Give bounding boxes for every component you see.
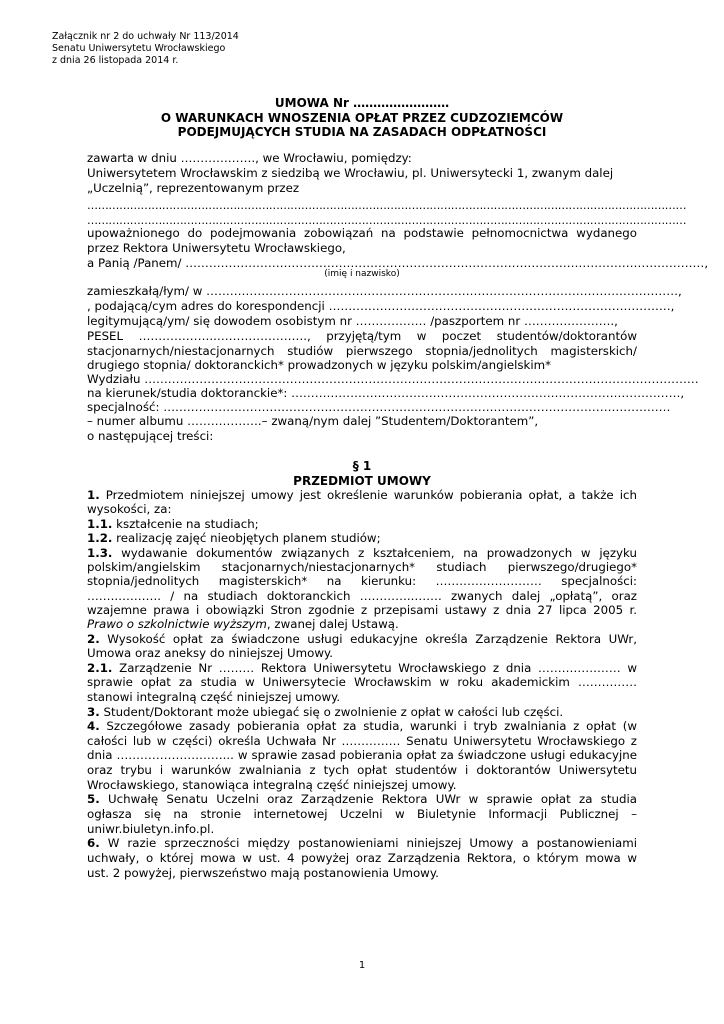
name-caption: (imię i nazwisko): [324, 269, 400, 279]
clause-line: wzajemne prawa i obowiązki Stron zgodnie z przepisami ustawy z dnia 27 lipca 2005 r.: [87, 603, 637, 617]
clause-line: uchwały, o której mowa w ust. 4 powyżej oraz Zarządzenia Rektora, o którym mowa w: [87, 851, 637, 865]
header-line: Senatu Uniwersytetu Wrocławskiego: [52, 43, 226, 54]
clause-number: 6.: [87, 836, 100, 850]
document-header: [52, 31, 239, 67]
intro-line: PESEL ………………..………………….., przyjętą/tym w poczet studentów/doktorantów: [87, 329, 637, 343]
intro-line: Wydziału ……………………………………………………………………………………………………………………………: [87, 372, 699, 386]
intro-line: Uniwersytetem Wrocławskim z siedzibą we Wrocławiu, pl. Uniwersytecki 1, zwanym dalej: [87, 166, 614, 180]
intro-line: przez Rektora Uniwersytetu Wrocławskiego,: [87, 241, 346, 255]
intro-line: legitymującą/ym/ się dowodem osobistym nr ……………… /paszportem nr …………………..,: [87, 314, 618, 328]
clause-line: 1.2. realizację zajęć nieobjętych planem studiów;: [87, 531, 381, 545]
clause-line: 6. W razie sprzeczności między postanowieniami niniejszej Umowy a postanowieniami: [87, 836, 637, 850]
clause-line: stopnia/jednolitych magisterskich* na kierunku: ……………………… specjalności:: [87, 574, 637, 588]
intro-line: specjalność: …………………………………………………………………………………………………………………: [87, 400, 671, 414]
header-line: Załącznik nr 2 do uchwały Nr 113/2014: [52, 31, 239, 42]
section-number: § 1: [352, 459, 372, 473]
clause-line: 2. Wysokość opłat za świadczone usługi edukacyjne określa Zarządzenie Rektora UWr,: [87, 632, 637, 646]
intro-line: o następującej treści:: [87, 429, 214, 443]
document-title: UMOWA Nr ……………………: [274, 96, 450, 110]
clause-line: 5. Uchwałę Senatu Uczelni oraz Zarządzenie Rektora UWr w sprawie opłat za studia: [87, 792, 637, 806]
clause-number: 3.: [87, 705, 100, 719]
clause-line: 4. Szczegółowe zasady pobierania opłat za studia, warunki i tryb zwalniania z opłat (w: [87, 719, 637, 733]
clause-line: Prawo o szkolnictwie wyższym, zwanej dalej Ustawą.: [87, 617, 399, 631]
section-title: PRZEDMIOT UMOWY: [293, 474, 431, 488]
intro-line: „Uczelnią”, reprezentowanym przez: [87, 181, 300, 195]
clause-number: 1.2.: [87, 531, 113, 545]
clause-line: 1.3. wydawanie dokumentów związanych z kształceniem, na prowadzonych w języku: [87, 546, 637, 560]
clause-line: uniwr.biuletyn.info.pl.: [87, 822, 215, 836]
document-title: PODEJMUJĄCYCH STUDIA NA ZASADACH ODPŁATNOŚCI: [177, 125, 547, 139]
clause-line: Umowa oraz aneksy do niniejszej Umowy.: [87, 646, 334, 660]
dotted-line: ……………………………………………………………………………………………………………………………………………………: [87, 214, 687, 227]
clause-line: 2.1. Zarządzenie Nr ……… Rektora Uniwersytetu Wrocławskiego z dnia ………………… w: [87, 661, 637, 675]
dotted-line: ……………………………………………………………………………………………………………………………………………………: [87, 199, 687, 212]
page-number: 1: [358, 960, 366, 971]
intro-line: drugiego stopnia/ doktoranckich* prowadzonych w języku polskim/angielskim*: [87, 358, 552, 372]
intro-line: , podającą/cym adres do korespondencji ……………………………………………………………………………,: [87, 299, 675, 313]
intro-line: zawarta w dniu ………………., we Wrocławiu, pomiędzy:: [87, 151, 412, 165]
clause-number: 1.3.: [87, 546, 113, 560]
clause-line: całości lub w części) określa Uchwała Nr …………… Senatu Uniwersytetu Wrocławskiego z: [87, 734, 637, 748]
clause-number: 1.1.: [87, 517, 113, 531]
intro-line: na kierunek/studia doktoranckie*: ………………………………………………………………………………………,: [87, 386, 685, 400]
clause-line: 1. Przedmiotem niniejszej umowy jest określenie warunków pobierania opłat, a także ich: [87, 488, 637, 502]
clause-line: wysokości, za:: [87, 502, 172, 516]
clause-line: ust. 2 powyżej, pierwszeństwo mają postanowienia Umowy.: [87, 866, 439, 880]
clause-line: sprawie opłat za studia w Uniwersytecie Wrocławskim w roku akademickim ……………: [87, 675, 637, 689]
intro-line: a Panią /Panem/ ……………………………………………………………………………………………………………………,: [87, 256, 709, 270]
clause-number: 4.: [87, 719, 100, 733]
intro-line: zamieszkałą/łym/ w …………………………………………………………………………………………………………,: [87, 284, 682, 298]
clause-line: ogłasza się na stronie internetowej Uczelni w Biuletynie Informacji Publicznej –: [87, 807, 637, 821]
clause-number: 2.: [87, 632, 100, 646]
header-line: z dnia 26 listopada 2014 r.: [52, 55, 179, 66]
clause-number: 1.: [87, 488, 100, 502]
intro-line: – numer albumu ……………….– zwaną/nym dalej ”Studentem/Doktorantem”,: [87, 414, 539, 428]
clause-line: oraz trybu i warunków zwalniania z tych opłat studentów i doktorantów Uniwersytetu: [87, 763, 637, 777]
clause-line: polskim/angielskim stacjonarnych/niestacjonarnych* studiach pierwszego/drugiego*: [87, 560, 637, 574]
clause-line: ……..……….. / na studiach doktoranckich …………..……. zwanych dalej „opłatą”, oraz: [87, 589, 637, 603]
intro-line: upoważnionego do podejmowania zobowiązań na podstawie pełnomocnictwa wydanego: [87, 226, 637, 240]
clause-line: stanowi integralną część niniejszej umowy.: [87, 690, 341, 704]
intro-line: stacjonarnych/niestacjonarnych studiów pierwszego stopnia/jednolitych magisterskich/: [87, 344, 637, 358]
clause-line: 3. Student/Doktorant może ubiegać się o zwolnienie z opłat w całości lub części.: [87, 705, 564, 719]
clause-line: Wrocławskiego, stanowiąca integralną część niniejszej umowy.: [87, 778, 457, 792]
clause-number: 5.: [87, 792, 100, 806]
clause-line: 1.1. kształcenie na studiach;: [87, 517, 259, 531]
clause-line: dnia ………………………... w sprawie zasad pobierania opłat za świadczone usługi edukacyjne: [87, 748, 637, 762]
clause-number: 2.1.: [87, 661, 113, 675]
document-title: O WARUNKACH WNOSZENIA OPŁAT PRZEZ CUDZOZIEMCÓW: [160, 111, 564, 125]
